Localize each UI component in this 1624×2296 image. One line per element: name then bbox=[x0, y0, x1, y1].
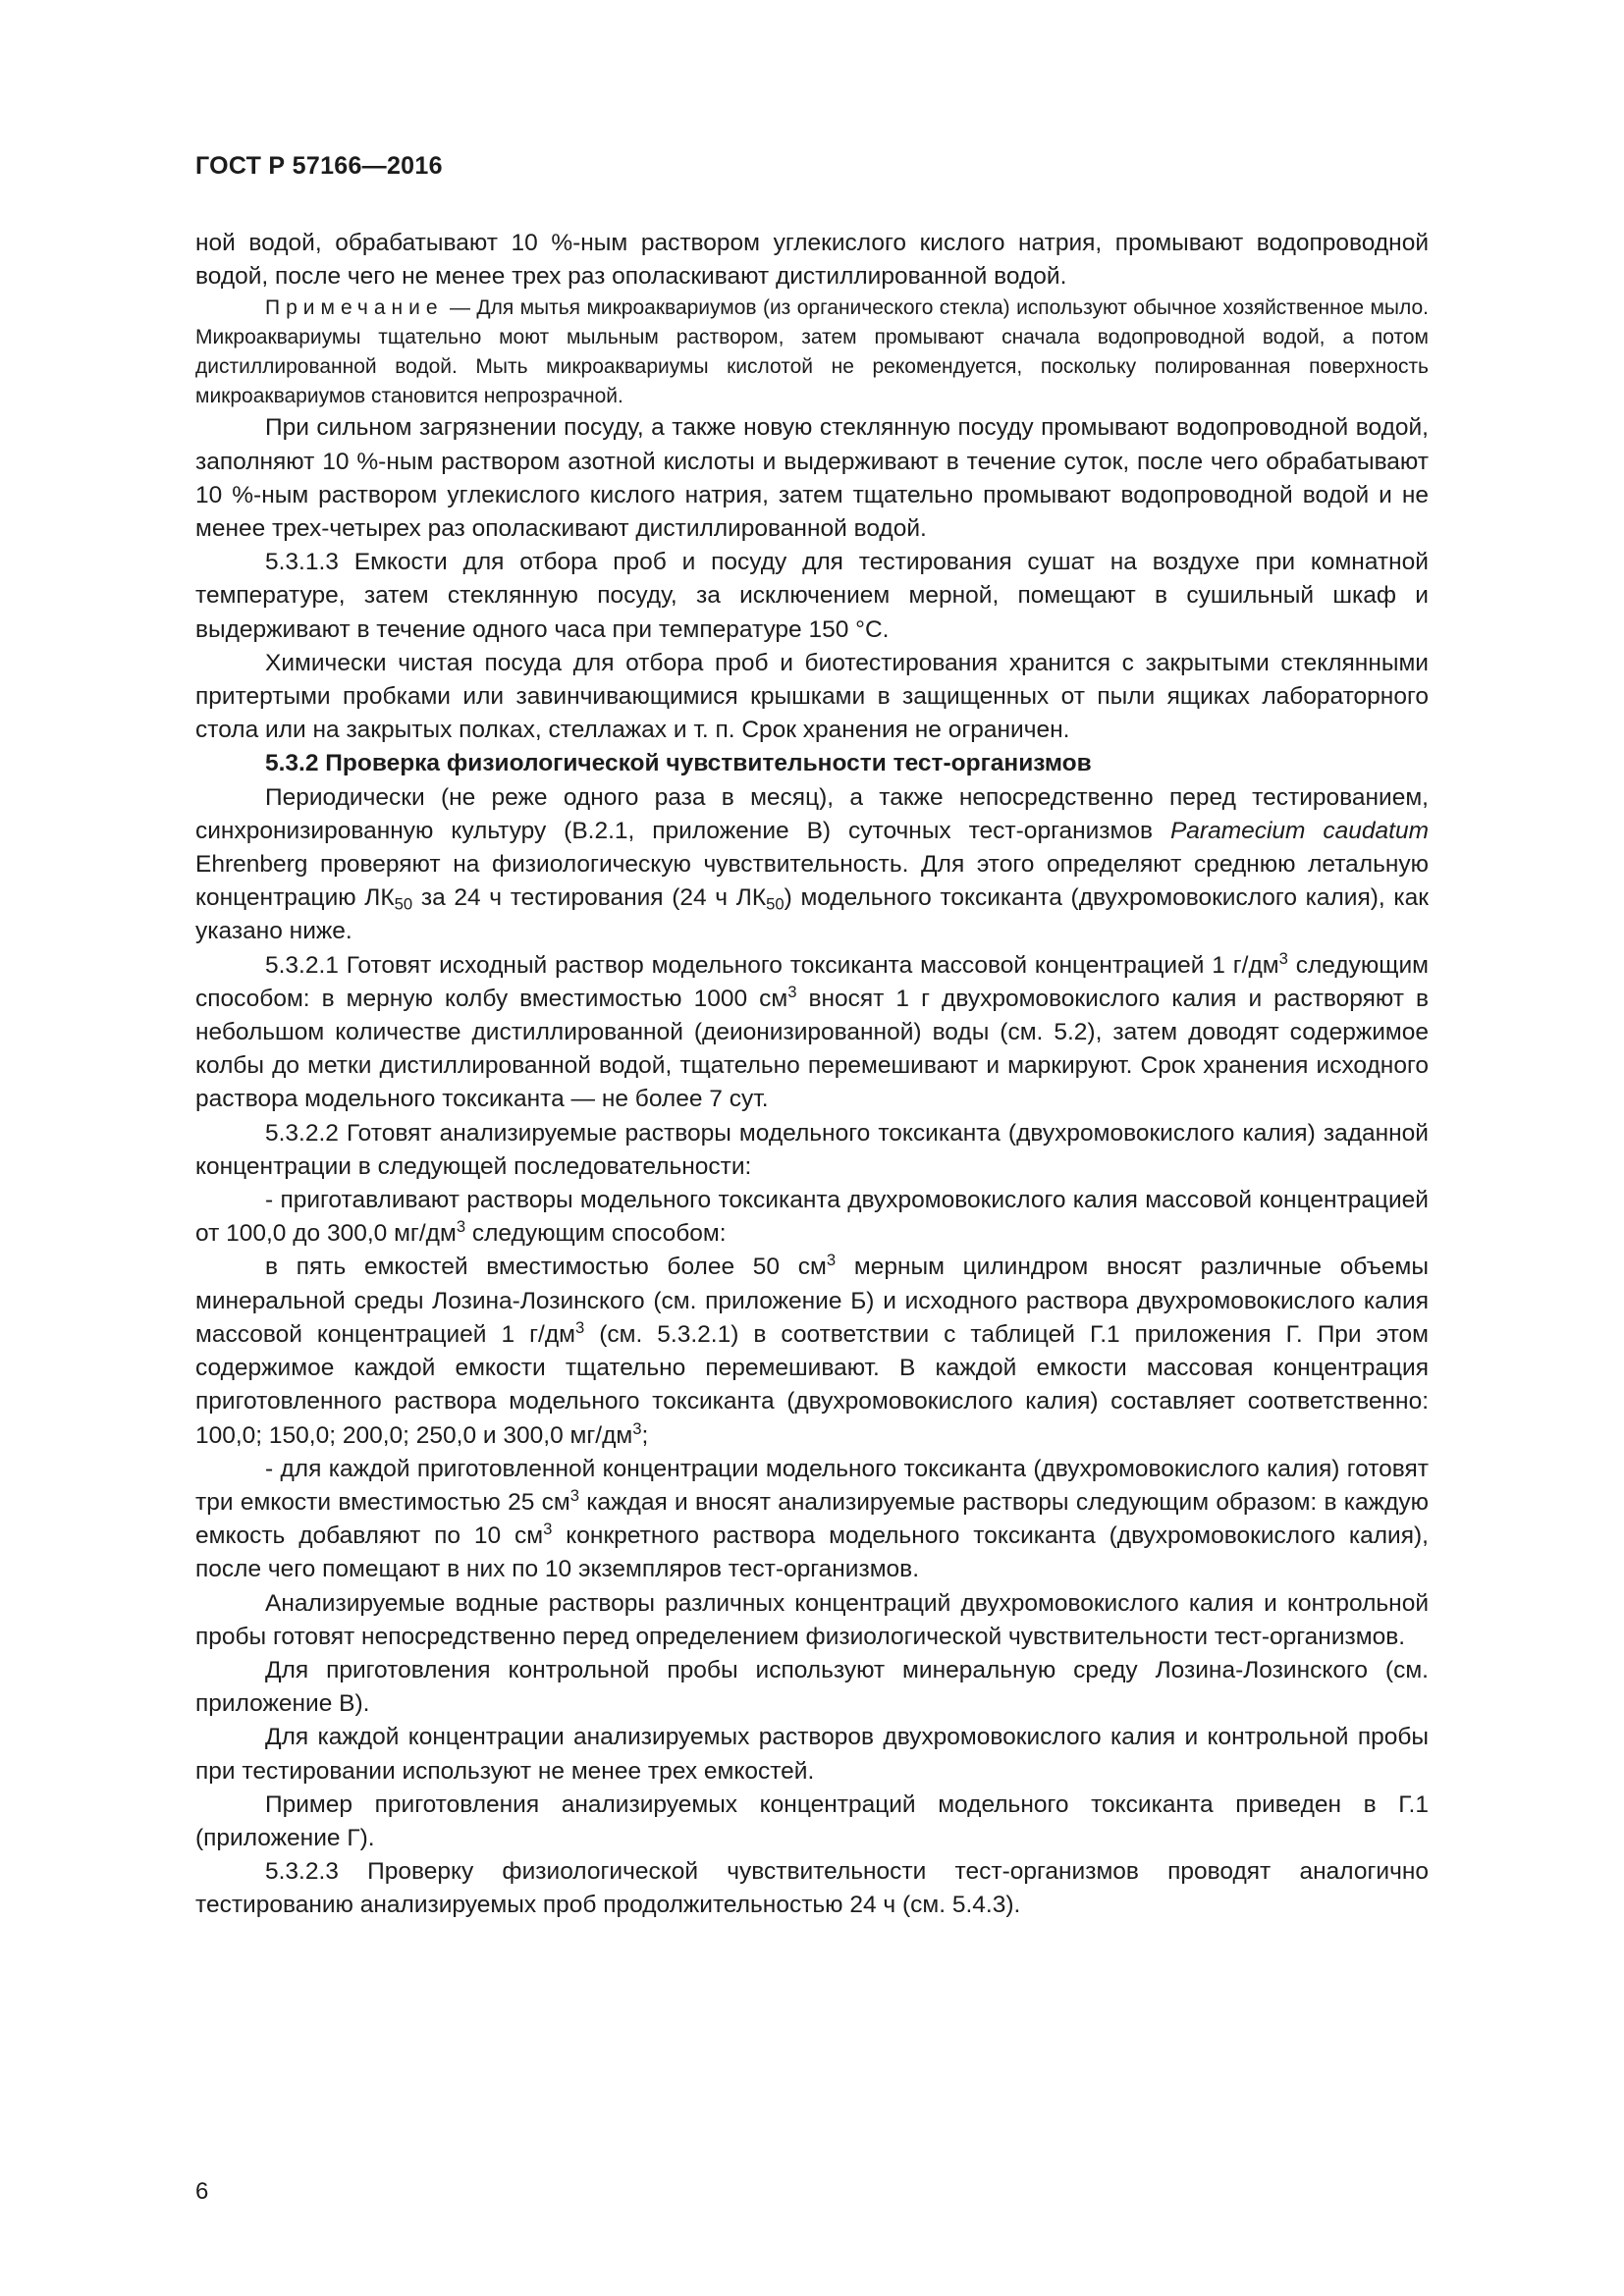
paragraph-5-3-2-2: 5.3.2.2 Готовят анализируемые растворы модельного токсиканта (двухромовокислого калия) заданной концентрации в следующей последовательности: bbox=[195, 1119, 1429, 1180]
text-run: следующим способом: bbox=[465, 1220, 727, 1248]
text-run: вносят 1 г двухромовокислого калия и растворяют в небольшом количестве дистиллированной (деионизированной) воды (см. 5.2), затем доводят содержимое колбы до метки дистиллированной водой, тщательно перемешивают и маркируют. Срок хранения исходного раствора модельного токсиканта — не более 7 сут. bbox=[195, 985, 1429, 1113]
paragraph-periodic-check bbox=[195, 781, 1429, 949]
superscript: 3 bbox=[1278, 948, 1288, 968]
page-number: 6 bbox=[195, 2178, 209, 2205]
text-run: ) модельного токсиканта (двухромовокислого калия), как указано ниже. bbox=[195, 884, 1429, 945]
species-name: Paramecium caudatum bbox=[1169, 817, 1429, 844]
paragraph-storage: Химически чистая посуда для отбора проб и биотестирования хранится с закрытыми стеклянными притертыми пробками или завинчивающимися крышками в защищенных от пыли ящиках лабораторного стола или на закрытых полках, стеллажах и т. п. Срок хранения не ограничен. bbox=[195, 649, 1429, 744]
text-run: Ehrenberg проверяют на физиологическую чувствительность. Для этого определяют среднюю летальную концентрацию ЛК bbox=[195, 851, 1429, 912]
paragraph-continuation: ной водой, обрабатывают 10 %-ным раствором углекислого кислого натрия, промывают водопроводной водой, после чего не менее трех раз ополаскивают дистиллированной водой. bbox=[195, 230, 1429, 291]
paragraph-five-vessels bbox=[195, 1251, 1429, 1452]
paragraph-three-vessels bbox=[195, 1453, 1429, 1587]
text-run: (см. 5.3.2.1) в соответствии с таблицей Г.1 приложения Г. При этом содержимое каждой емкости тщательно перемешивают. В каждой емкости массовая концентрация приготовленного раствора модельного токсиканта (двухромовокислого калия) составляет соответственно: 100,0; 150,0; 200,0; 250,0 и 300,0 мг/дм bbox=[195, 1320, 1429, 1449]
paragraph-heavy-contamination: При сильном загрязнении посуду, а также новую стеклянную посуду промывают водопроводной водой, заполняют 10 %-ным раствором азотной кислоты и выдерживают в течение суток, после чего обрабатывают 10 %-ным раствором углекислого кислого натрия, затем тщательно промывают водопроводной водой и не менее трех-четырех раз ополаскивают дистиллированной водой. bbox=[195, 414, 1429, 543]
text-run: мерным цилиндром вносят различные объемы минеральной среды Лозина-Лозинского (см. приложение Б) и исходного раствора двухромовокислого калия массовой концентрацией 1 г/дм bbox=[195, 1254, 1429, 1348]
subscript: 50 bbox=[766, 894, 785, 914]
note-text: — Для мытья микроаквариумов (из органического стекла) используют обычное хозяйственное мыло. Микроаквариумы тщательно моют мыльным раствором, затем промывают сначала водопроводной водой, а потом дистиллированной водой. Мыть микроаквариумы кислотой не рекомендуется, поскольку полированная поверхность микроаквариумов становится непрозрачной. bbox=[195, 296, 1429, 408]
superscript: 3 bbox=[574, 1317, 585, 1337]
superscript: 3 bbox=[787, 982, 797, 1001]
superscript: 3 bbox=[569, 1485, 579, 1505]
note-label: Примечание bbox=[265, 296, 444, 320]
paragraph-control-sample: Для приготовления контрольной пробы используют минеральную среду Лозина-Лозинского (см. приложение В). bbox=[195, 1656, 1429, 1718]
paragraph-vessel-count: Для каждой концентрации анализируемых растворов двухромовокислого калия и контрольной пробы при тестировании используют не менее трех емкостей. bbox=[195, 1724, 1429, 1785]
paragraph-example: Пример приготовления анализируемых концентраций модельного токсиканта приведен в Г.1 (приложение Г). bbox=[195, 1790, 1429, 1851]
document-body bbox=[195, 227, 1429, 1923]
document-header: ГОСТ Р 57166—2016 bbox=[195, 152, 443, 180]
text-run: - приготавливают растворы модельного токсиканта двухромовокислого калия массовой концентрацией от 100,0 до 300,0 мг/дм bbox=[195, 1187, 1429, 1248]
paragraph-prepare-solutions bbox=[195, 1184, 1429, 1251]
text-run: конкретного раствора модельного токсиканта (двухромовокислого калия), после чего помещают в них по 10 экземпляров тест-организмов. bbox=[195, 1522, 1429, 1583]
superscript: 3 bbox=[456, 1217, 466, 1237]
text-run: ; bbox=[641, 1421, 649, 1449]
superscript: 3 bbox=[826, 1251, 837, 1270]
text-run: Периодически (не реже одного раза в месяц), а также непосредственно перед тестированием, синхронизированную культуру (В.2.1, приложение В) суточных тест-организмов bbox=[195, 783, 1429, 844]
text-run: каждая и вносят анализируемые растворы следующим образом: в каждую емкость добавляют по 10 см bbox=[195, 1488, 1429, 1550]
text-run: за 24 ч тестирования (24 ч ЛК bbox=[412, 884, 767, 912]
paragraph-5-3-2-3: 5.3.2.3 Проверку физиологической чувствительности тест-организмов проводят аналогично тестированию анализируемых проб продолжительностью 24 ч (см. 5.4.3). bbox=[195, 1858, 1429, 1919]
superscript: 3 bbox=[543, 1519, 553, 1538]
note-block bbox=[195, 294, 1429, 411]
superscript: 3 bbox=[632, 1418, 642, 1438]
paragraph-analyzed-solutions: Анализируемые водные растворы различных концентраций двухромовокислого калия и контрольной пробы готовят непосредственно перед определением физиологической чувствительности тест-организмов. bbox=[195, 1589, 1429, 1650]
section-heading-5-3-2: 5.3.2 Проверка физиологической чувствительности тест-организмов bbox=[265, 750, 1092, 777]
subscript: 50 bbox=[394, 894, 413, 914]
text-run: следующим способом: в мерную колбу вместимостью 1000 см bbox=[195, 951, 1429, 1012]
text-run: - для каждой приготовленной концентрации модельного токсиканта (двухромовокислого калия) готовят три емкости вместимостью 25 см bbox=[195, 1455, 1429, 1516]
text-run: в пять емкостей вместимостью более 50 см bbox=[265, 1254, 827, 1281]
paragraph-5-3-1-3: 5.3.1.3 Емкости для отбора проб и посуду для тестирования сушат на воздухе при комнатной температуре, затем стеклянную посуду, за исключением мерной, помещают в сушильный шкаф и выдерживают в течение одного часа при температуре 150 °С. bbox=[195, 549, 1429, 643]
text-run: 5.3.2.1 Готовят исходный раствор модельного токсиканта массовой концентрацией 1 г/дм bbox=[265, 951, 1279, 979]
paragraph-5-3-2-1 bbox=[195, 949, 1429, 1117]
